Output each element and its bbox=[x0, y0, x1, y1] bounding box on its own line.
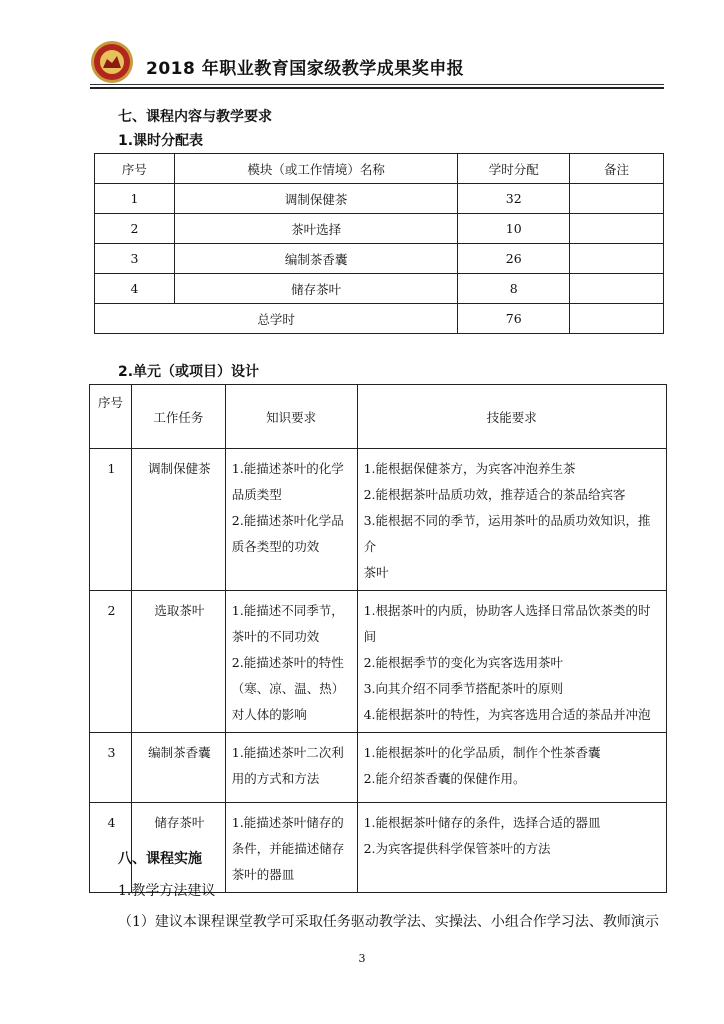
cell-note bbox=[570, 244, 664, 274]
cell-knowledge bbox=[225, 803, 357, 893]
knowledge-line: 1.能描述茶叶储存的 bbox=[231, 815, 344, 830]
knowledge-line: 质各类型的功效 bbox=[231, 539, 320, 554]
skill-line: 4.能根据茶叶的特性，为宾客选用合适的茶品并冲泡 bbox=[363, 707, 651, 722]
knowledge-line: 2.能描述茶叶化学品 bbox=[231, 513, 344, 528]
cell-module: 储存茶叶 bbox=[174, 274, 457, 304]
cell-hours: 26 bbox=[458, 244, 570, 274]
cell-skills bbox=[357, 733, 666, 803]
knowledge-line: （寒、凉、温、热） bbox=[231, 681, 345, 696]
skill-line: 1.能根据保健茶方，为宾客冲泡养生茶 bbox=[363, 461, 576, 476]
table-row bbox=[95, 244, 664, 274]
total-label: 总学时 bbox=[95, 304, 458, 334]
cell-no: 4 bbox=[95, 274, 175, 304]
total-row bbox=[95, 304, 664, 334]
cell-no: 1 bbox=[90, 449, 132, 591]
cell-no: 2 bbox=[90, 591, 132, 733]
paragraph: （1）建议本课程课堂教学可采取任务驱动教学法、实操法、小组合作学习法、教师演示 bbox=[118, 914, 659, 930]
col-header: 序号 bbox=[95, 154, 175, 184]
knowledge-line: 品质类型 bbox=[231, 487, 282, 502]
cell-hours: 10 bbox=[458, 214, 570, 244]
col-header: 序号 bbox=[90, 385, 132, 449]
cell-no: 2 bbox=[95, 214, 175, 244]
table-row bbox=[95, 214, 664, 244]
cell-knowledge bbox=[225, 591, 357, 733]
col-header: 工作任务 bbox=[131, 385, 225, 449]
knowledge-line: 1.能描述茶叶二次利 bbox=[231, 745, 344, 760]
cell-no: 4 bbox=[90, 803, 132, 893]
table-row bbox=[95, 274, 664, 304]
skill-line: 茶叶 bbox=[363, 565, 389, 580]
header-title: 2018 年职业教育国家级教学成果奖申报 bbox=[146, 59, 465, 79]
table-header-row bbox=[90, 385, 667, 449]
cell-knowledge bbox=[225, 733, 357, 803]
page-header bbox=[90, 40, 650, 84]
skill-line: 1.根据茶叶的内质，协助客人选择日常品饮茶类的时间 bbox=[363, 603, 651, 644]
cell-note bbox=[570, 304, 664, 334]
cell-skills bbox=[357, 803, 666, 893]
cell-hours: 32 bbox=[458, 184, 570, 214]
skill-line: 1.能根据茶叶的化学品质，制作个性茶香囊 bbox=[363, 745, 601, 760]
table-row bbox=[95, 184, 664, 214]
skill-line: 2.能根据季节的变化为宾客选用茶叶 bbox=[363, 655, 564, 670]
cell-skills bbox=[357, 449, 666, 591]
knowledge-line: 2.能描述茶叶的特性 bbox=[231, 655, 344, 670]
subheading: 1.教学方法建议 bbox=[118, 883, 216, 899]
header-rule-thick bbox=[90, 87, 664, 89]
hours-table-heading: 1.课时分配表 bbox=[118, 133, 204, 149]
cell-task: 选取茶叶 bbox=[131, 591, 225, 733]
cell-no: 1 bbox=[95, 184, 175, 214]
section-7-heading: 七、课程内容与教学要求 bbox=[118, 109, 272, 125]
table-header-row bbox=[95, 154, 664, 184]
table-row bbox=[90, 449, 667, 591]
cell-module: 调制保健茶 bbox=[174, 184, 457, 214]
col-header: 学时分配 bbox=[458, 154, 570, 184]
skill-line: 2.能介绍茶香囊的保健作用。 bbox=[363, 771, 526, 786]
knowledge-line: 条件，并能描述储存 bbox=[231, 841, 345, 856]
skill-line: 2.为宾客提供科学保管茶叶的方法 bbox=[363, 841, 551, 856]
cell-hours: 8 bbox=[458, 274, 570, 304]
cell-note bbox=[570, 214, 664, 244]
page-number: 3 bbox=[358, 952, 366, 965]
cell-no: 3 bbox=[95, 244, 175, 274]
col-header: 模块（或工作情境）名称 bbox=[174, 154, 457, 184]
unit-design-table bbox=[89, 384, 667, 893]
skill-line: 3.向其介绍不同季节搭配茶叶的原则 bbox=[363, 681, 564, 696]
section-8-heading: 八、课程实施 bbox=[118, 851, 202, 867]
skill-line: 1.能根据茶叶储存的条件，选择合适的器皿 bbox=[363, 815, 601, 830]
cell-task: 调制保健茶 bbox=[131, 449, 225, 591]
cell-task: 储存茶叶 bbox=[131, 803, 225, 893]
cell-no: 3 bbox=[90, 733, 132, 803]
knowledge-line: 茶叶的不同功效 bbox=[231, 629, 320, 644]
school-emblem-icon bbox=[90, 40, 134, 84]
cell-task: 编制茶香囊 bbox=[131, 733, 225, 803]
total-value: 76 bbox=[458, 304, 570, 334]
knowledge-line: 1.能描述不同季节， bbox=[231, 603, 344, 618]
cell-module: 茶叶选择 bbox=[174, 214, 457, 244]
knowledge-line: 茶叶的器皿 bbox=[231, 867, 295, 882]
cell-skills bbox=[357, 591, 666, 733]
hours-table bbox=[94, 153, 664, 334]
cell-knowledge bbox=[225, 449, 357, 591]
knowledge-line: 对人体的影响 bbox=[231, 707, 307, 722]
skill-line: 3.能根据不同的季节，运用茶叶的品质功效知识，推介 bbox=[363, 513, 651, 554]
col-header: 知识要求 bbox=[225, 385, 357, 449]
cell-note bbox=[570, 274, 664, 304]
col-header: 备注 bbox=[570, 154, 664, 184]
cell-note bbox=[570, 184, 664, 214]
col-header: 技能要求 bbox=[357, 385, 666, 449]
unit-table-heading: 2.单元（或项目）设计 bbox=[118, 364, 260, 380]
skill-line: 2.能根据茶叶品质功效，推荐适合的茶品给宾客 bbox=[363, 487, 626, 502]
knowledge-line: 用的方式和方法 bbox=[231, 771, 320, 786]
header-rule bbox=[90, 84, 664, 85]
knowledge-line: 1.能描述茶叶的化学 bbox=[231, 461, 344, 476]
table-row bbox=[90, 591, 667, 733]
table-row bbox=[90, 733, 667, 803]
cell-module: 编制茶香囊 bbox=[174, 244, 457, 274]
